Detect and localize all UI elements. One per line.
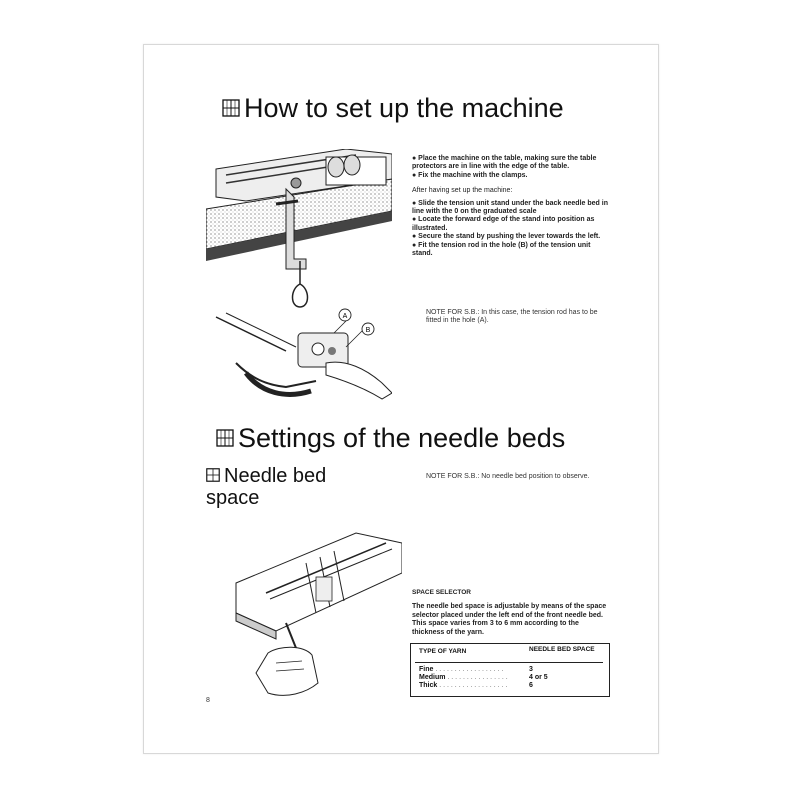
space-selector-illustration bbox=[206, 513, 402, 699]
section-heading-setup bbox=[222, 93, 564, 123]
grid-icon bbox=[222, 99, 240, 117]
callout-a: A bbox=[342, 313, 348, 320]
subheading-needle-bed-space bbox=[206, 465, 366, 509]
instruction-item: ● Secure the stand by pushing the lever towards the left. bbox=[412, 233, 601, 241]
space-selector-section bbox=[412, 589, 608, 637]
note-sb-needle-bed: NOTE FOR S.B.: No needle bed position to observe. bbox=[426, 473, 590, 480]
yarn-type: Medium bbox=[419, 674, 446, 681]
after-setup-heading: After having set up the machine: bbox=[412, 187, 513, 195]
section-heading-needle-beds bbox=[216, 423, 565, 453]
setup-instructions bbox=[412, 155, 608, 258]
yarn-space-table bbox=[410, 643, 610, 697]
subheading-line2: space bbox=[206, 487, 260, 509]
instruction-item: ● Place the machine on the table, making sure the table protectors are in line with the edge of the table. bbox=[412, 155, 597, 171]
table-divider bbox=[415, 662, 603, 663]
section-title-needle-beds: Settings of the needle beds bbox=[238, 423, 566, 453]
instruction-item: ● Fix the machine with the clamps. bbox=[412, 171, 528, 179]
yarn-type: Thick bbox=[419, 682, 438, 689]
table-header-type: TYPE OF YARN bbox=[419, 648, 467, 655]
yarn-type: Fine bbox=[419, 666, 434, 673]
grid-icon bbox=[206, 468, 220, 482]
bed-space-value: 4 or 5 bbox=[529, 674, 548, 681]
clamp-illustration bbox=[206, 149, 392, 309]
table-row: Medium . . . . . . . . . . . . . . . . bbox=[419, 674, 508, 681]
callout-b: B bbox=[365, 327, 371, 334]
section-title-setup: How to set up the machine bbox=[244, 93, 564, 123]
grid-icon bbox=[216, 429, 234, 447]
manual-page bbox=[143, 44, 659, 754]
space-selector-description: The needle bed space is adjustable by means of the space selector placed under the left end of the front needle bed. This space varies from 3 to 6 mm according to the thickness of the yarn. bbox=[412, 603, 607, 636]
subheading-line1: Needle bed bbox=[224, 465, 327, 487]
bed-space-value: 3 bbox=[529, 666, 533, 673]
page-number: 8 bbox=[206, 697, 210, 704]
bed-space-value: 6 bbox=[529, 682, 533, 689]
table-row: Fine . . . . . . . . . . . . . . . . . . bbox=[419, 666, 504, 673]
table-header-space: NEEDLE BED SPACE bbox=[529, 646, 595, 653]
instruction-item: ● Locate the forward edge of the stand into position as illustrated. bbox=[412, 216, 595, 232]
tension-rod-illustration bbox=[206, 303, 392, 411]
table-row: Thick . . . . . . . . . . . . . . . . . . bbox=[419, 682, 508, 689]
instruction-item: ● Slide the tension unit stand under the back needle bed in line with the 0 on the graduated scale bbox=[412, 199, 608, 216]
space-selector-heading: SPACE SELECTOR bbox=[412, 589, 471, 596]
note-sb-tension-rod: NOTE FOR S.B.: In this case, the tension rod has to be fitted in the hole (A). bbox=[426, 309, 598, 325]
instruction-item: ● Fit the tension rod in the hole (B) of the tension unit stand. bbox=[412, 241, 591, 258]
